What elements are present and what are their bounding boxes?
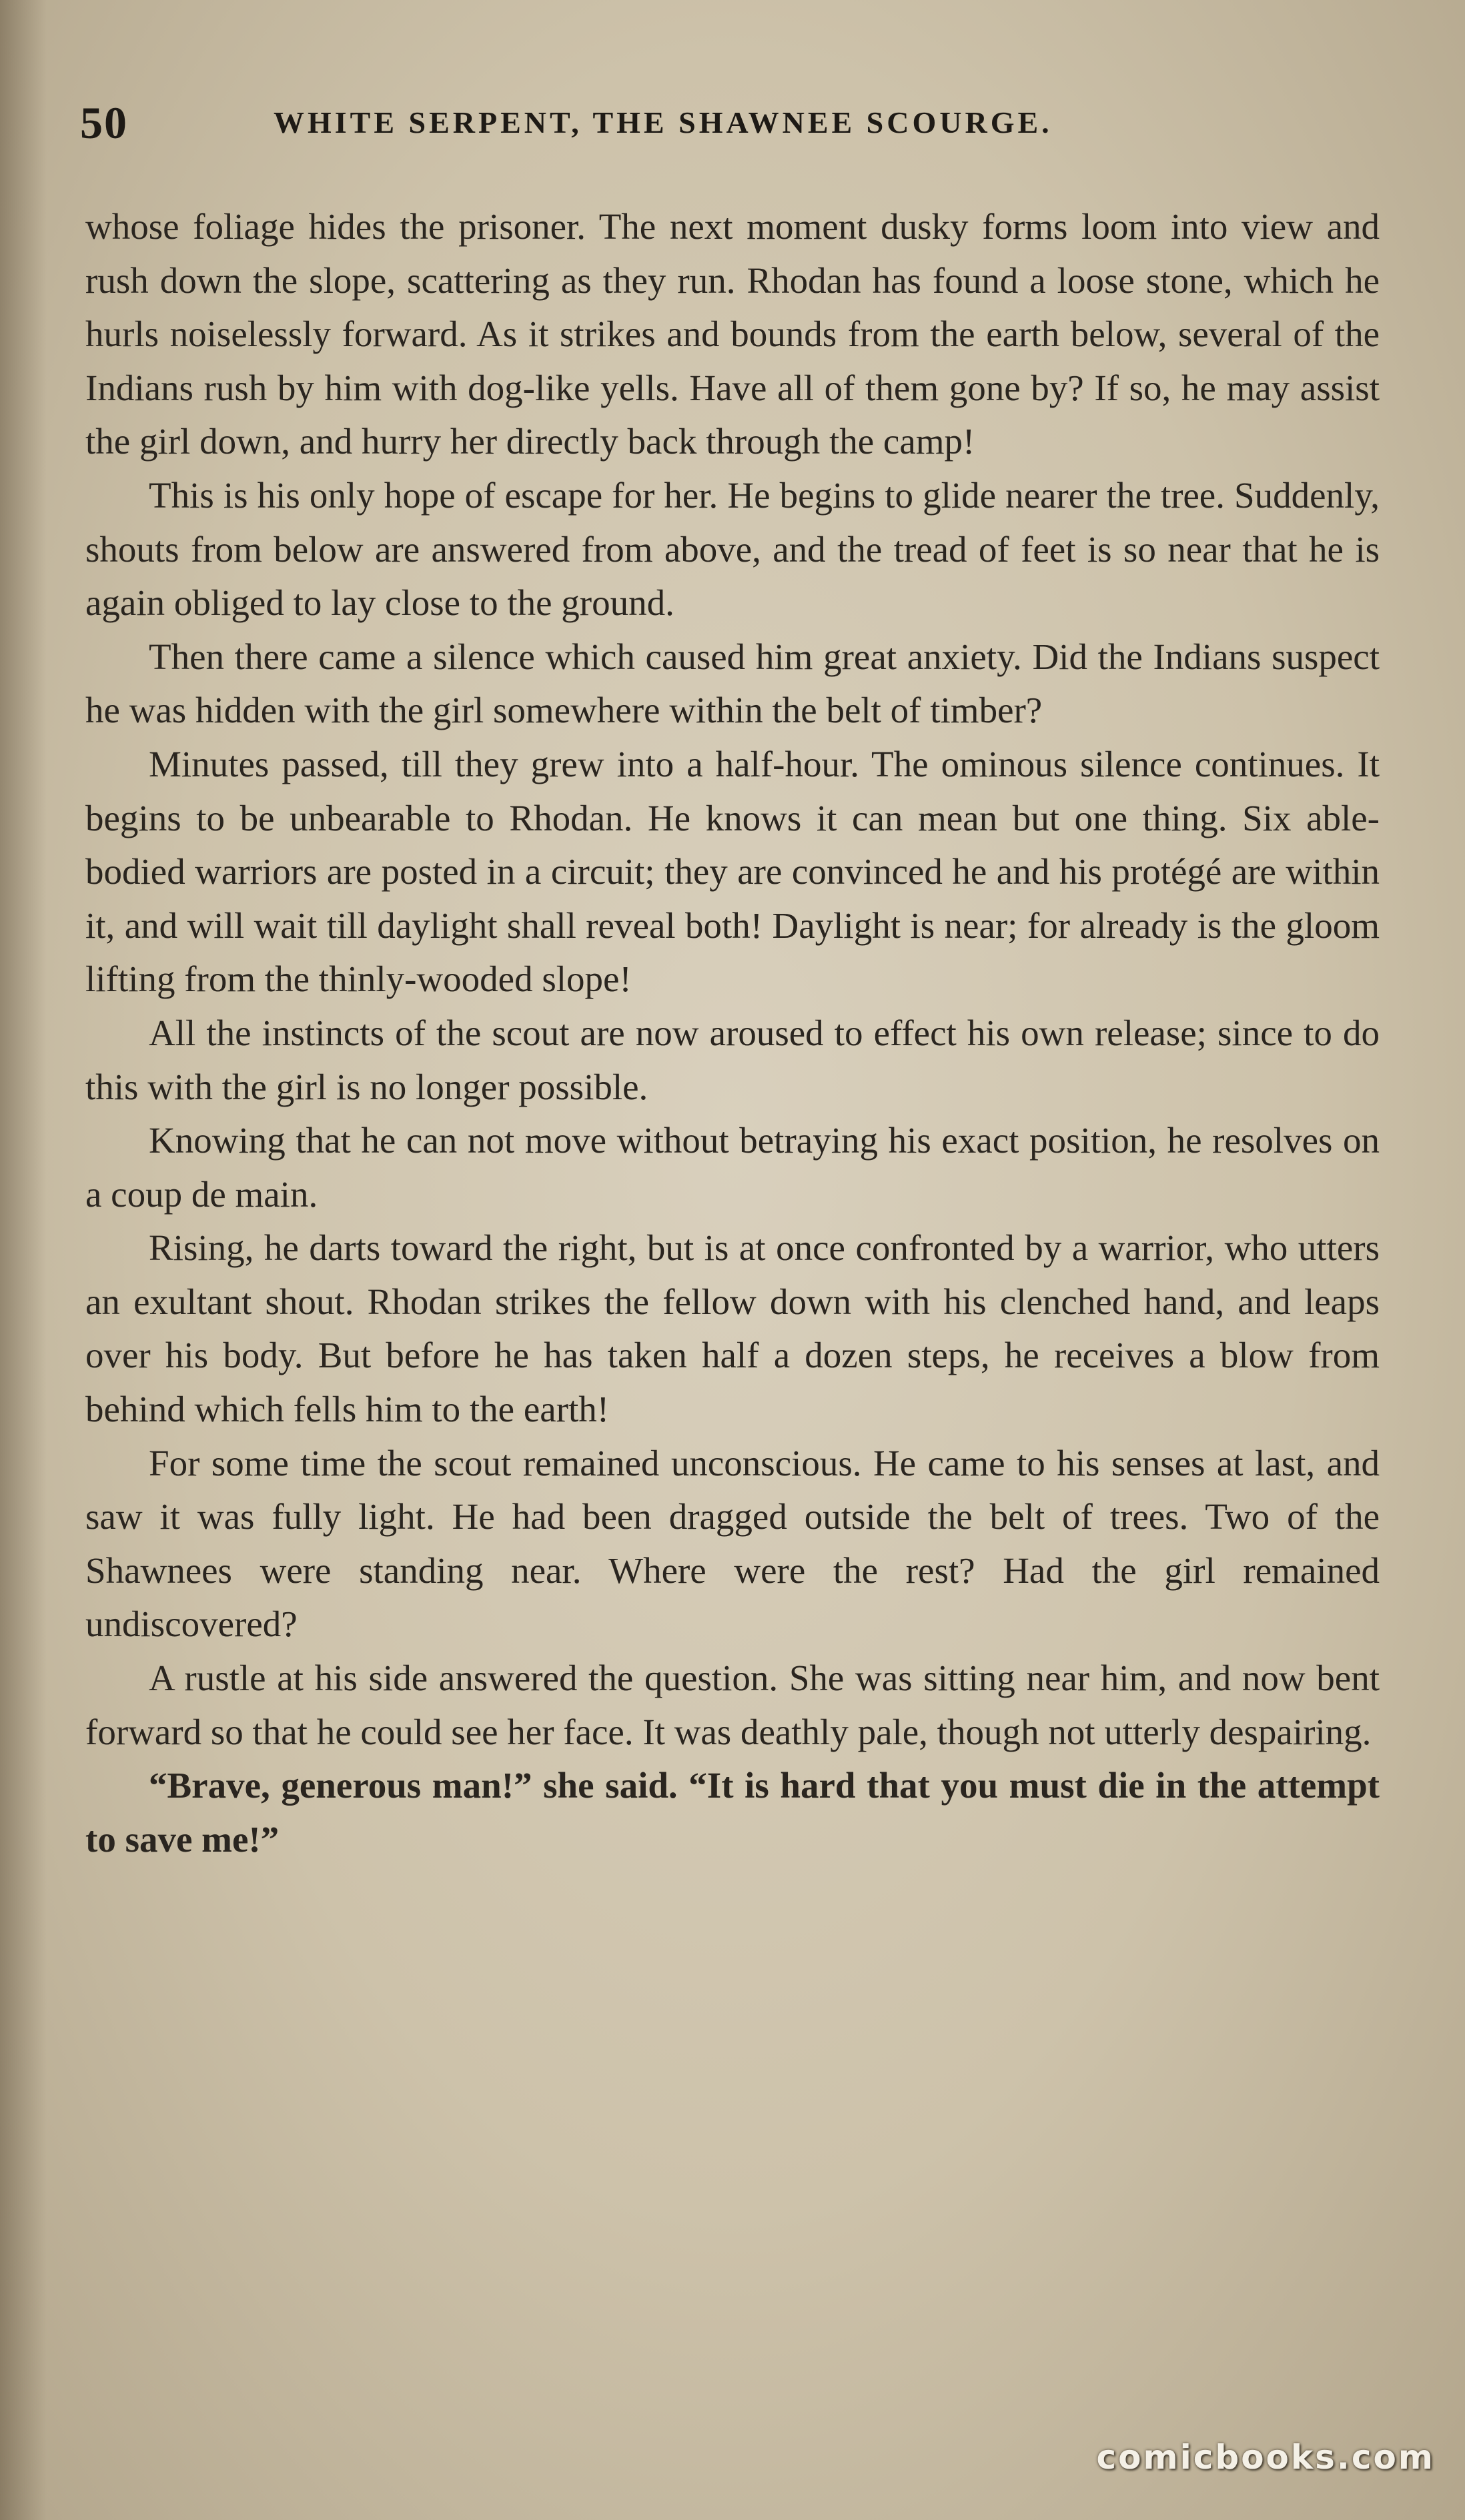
paragraph: Rising, he darts toward the right, but is at once confronted by a warrior, who utters an exultant shout. Rhodan strikes the fellow down with his clenched hand, and leaps over his body. But before he has taken half a dozen steps, he receives a blow from behind which fells him to the earth!: [85, 1227, 1380, 1430]
body-text: [85, 200, 1380, 1866]
paragraph: Minutes passed, till they grew into a half-hour. The ominous silence continues. It begins to be unbearable to Rhodan. He knows it can mean but one thing. Six able-bodied warriors are posted in a circuit; they are convinced he and his protégé are within it, and will wait till daylight shall reveal both! Daylight is near; for already is the gloom lifting from the thinly-wooded slope!: [85, 743, 1380, 1000]
page-number: 50: [80, 97, 128, 148]
paragraph: All the instincts of the scout are now aroused to effect his own release; since to do this with the girl is no longer possible.: [85, 1012, 1380, 1107]
paragraph: “Brave, generous man!” she said. “It is hard that you must die in the attempt to save me!”: [85, 1765, 1380, 1860]
paragraph: A rustle at his side answered the question. She was sitting near him, and now bent forward so that he could see her face. It was deathly pale, though not utterly despairing.: [85, 1658, 1380, 1752]
paragraph: For some time the scout remained unconscious. He came to his senses at last, and saw it was fully light. He had been dragged outside the belt of trees. Two of the Shawnees were standing near. Where were the rest? Had the girl remained undiscovered?: [85, 1442, 1380, 1645]
page-gutter-shadow: [0, 0, 47, 2520]
site-watermark: comicbooks.com: [1096, 2438, 1435, 2477]
paragraph: Knowing that he can not move without betraying his exact position, he resolves on a coup de main.: [85, 1120, 1380, 1215]
running-title: WHITE SERPENT, THE SHAWNEE SCOURGE.: [274, 105, 1053, 139]
paragraph: Then there came a silence which caused him great anxiety. Did the Indians suspect he was hidden with the girl somewhere within the belt of timber?: [85, 636, 1380, 731]
paragraph: whose foliage hides the prisoner. The next moment dusky forms loom into view and rush down the slope, scattering as they run. Rhodan has found a loose stone, which he hurls noiselessly forward. As it strikes and bounds from the earth below, several of the Indians rush by him with dog-like yells. Have all of them gone by? If so, he may assist the girl down, and hurry her directly back through the camp!: [85, 206, 1380, 462]
paragraph: This is his only hope of escape for her. He begins to glide nearer the tree. Suddenly, shouts from below are answered from above, and the tread of feet is so near that he is again obliged to lay close to the ground.: [85, 474, 1380, 624]
running-header: [73, 97, 1401, 170]
